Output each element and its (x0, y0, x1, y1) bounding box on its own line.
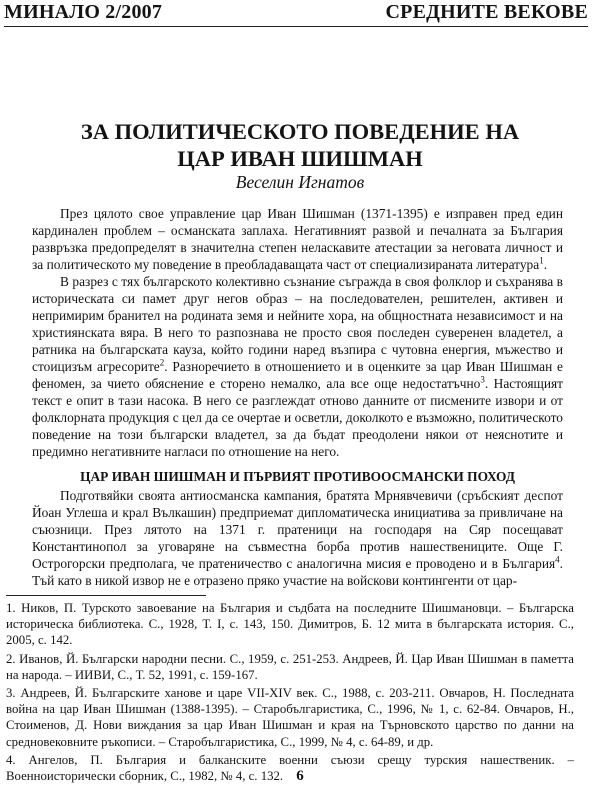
footnote-ref-4[interactable]: 4 (555, 554, 560, 565)
paragraph-3: Подготвяйки своята антиосманска кампания, братята Мрнявчевичи (сръбският деспот Йоан Углеша и крал Вълкашин) предприемат дипломатическа инициатива за привличане на съюзници. През лятото на 1371 г. пратеници на господаря на Сяр посещават Константинопол за уговаряне на съвместна борба против нашествениците. Още Г. Острогорски предполага, че пратеничество с аналогична мисия е проводено и в България$^4$. Тъй като в никой извор не е отразено пряко участие на войскови контингенти от цар- (32, 488, 563, 588)
article-title-line-2: ЦАР ИВАН ШИШМАН (177, 146, 423, 171)
footnote-3: 3. Андреев, Й. Българските ханове и царе VII-XIV век. С., 1988, с. 203-211. Овчаров, Н. Последната война на цар Иван Шишман (1388-1395). – Старобългаристика, С., 1996, № 1, с. 62-84. Овчаров, Н., Стоименов, Д. Нови виждания за цар Иван Шишман и края на Търновското царство по данни на средновековните ръкописи. – Старобългаристика, С., 1999, № 4, с. 64-89, и др. (6, 686, 574, 749)
footnotes (6, 600, 574, 786)
section-name: СРЕДНИТЕ ВЕКОВЕ (385, 1, 588, 23)
footnote-ref-2[interactable]: 2 (159, 357, 165, 368)
footnote-ref-1[interactable]: 1 (539, 255, 544, 266)
article-author: Веселин Игнатов (235, 172, 365, 192)
footnote-ref-3[interactable]: 3 (480, 374, 485, 385)
article-intro (32, 205, 563, 460)
section-body (32, 487, 563, 589)
footnote-1: 1. Ников, П. Турското завоевание на България и съдбата на последните Шишмановци. – Българска историческа библиотека. С., 1928, Т. I, с. 143, 150. Димитров, Б. 12 мита в българската история. С., 2005, с. 142. (6, 601, 574, 648)
page-number: 6 (296, 768, 304, 784)
footnote-4: 4. Ангелов, П. България и балканските военни съюзи срещу турския нашественик. – Военноисторически сборник, С., 1982, № 4, с. 132. (6, 752, 574, 784)
footnote-divider (6, 595, 206, 596)
running-header (4, 0, 588, 27)
article-title-line-1: ЗА ПОЛИТИЧЕСКОТО ПОВЕДЕНИЕ НА (80, 119, 520, 144)
section-heading: ЦАР ИВАН ШИШМАН И ПЪРВИЯТ ПРОТИВООСМАНСКИ ПОХОД (80, 469, 515, 484)
paragraph-2: В разрез с тях българското колективно съзнание съгражда в своя фолклор и съхранява в историческата си памет друг негов образ – на последователен, решителен, активен и непримирим бранител на родината земя и нейните хора, на общностната независимост и на християнската вяра. В него то разпознава не просто своя последен суверенен владетел, а ратника на българската кауза, който години наред възпира с чутовна енергия, мъжество и стоицизъм агресорите$^2$. Разноречието в отношението и в оценките за цар Иван Шишман е феномен, за чието обяснение е сторено немалко, ала все още недостатъчно$^3$. Настоящият текст е опит в тази насока. В него се разглеждат отново данните от писмените извори и от фолклорната продукция с цел да се очертае и осветли, доколкото е възможно, политическото поведение на този български владетел, за да бъдат преодолени някои от неяснотите и предимно негативните нагласи по отношение на него. (32, 274, 564, 459)
paragraph-1: През цялото свое управление цар Иван Шишман (1371-1395) е изправен пред един кардинален проблем – османската заплаха. Негативният развой и печалната за България развръзка предопределят в значителна степен нелaскавите атестации за неговата личност и за политическото му поведение в преобладаващата част от специализираната литература$^1$. (32, 206, 563, 272)
journal-issue: МИНАЛО 2/2007 (4, 1, 163, 23)
article-title (20, 118, 580, 172)
footnote-2: 2. Иванов, Й. Български народни песни. С., 1959, с. 251-253. Андреев, Й. Цар Иван Шишман в паметта на народа. – ИИВИ, С., Т. 52, 1991, с. 159-167. (6, 651, 574, 682)
